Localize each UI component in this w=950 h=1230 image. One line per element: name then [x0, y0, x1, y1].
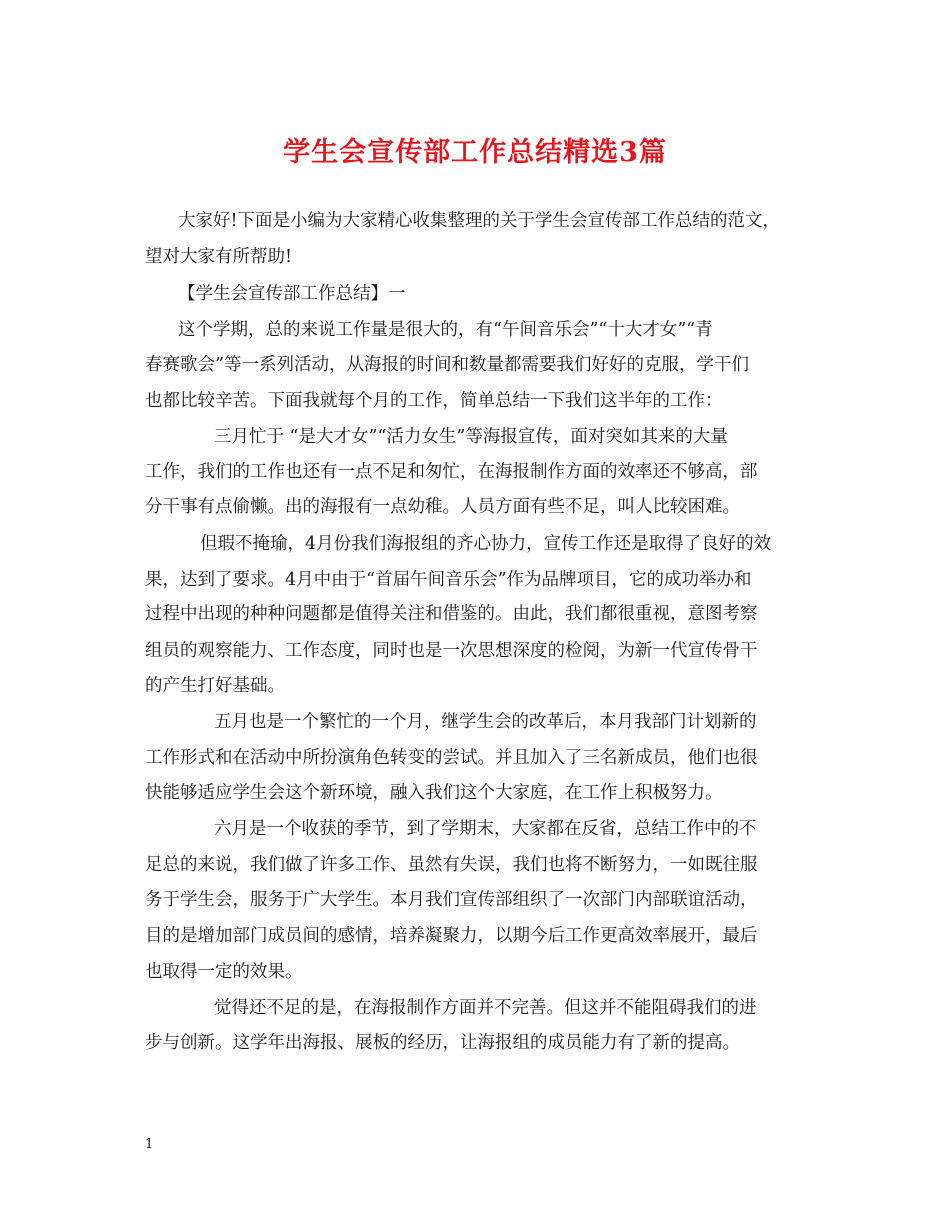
paragraph-line: 过程中出现的种种问题都是值得关注和借鉴的。由此，我们都很重视，意图考察 — [145, 604, 758, 624]
paragraph-line: 足总的来说，我们做了许多工作、虽然有失误，我们也将不断努力，一如既往服 — [145, 855, 758, 875]
section-heading: 【学生会宣传部工作总结】一 — [178, 284, 406, 304]
paragraph-line: 果，达到了要求。4月中由于“首届午间音乐会”作为品牌项目，它的成功举办和 — [145, 570, 752, 590]
paragraph-line: 的产生打好基础。 — [145, 676, 285, 696]
paragraph-line: 工作形式和在活动中所扮演角色转变的尝试。并且加入了三名新成员，他们也很 — [145, 748, 758, 768]
paragraph-line: 三月忙于 “是大才女”“活力女生”等海报宣传，面对突如其来的大量 — [214, 427, 728, 447]
paragraph-line: 也都比较辛苦。下面我就每个月的工作，简单总结一下我们这半年的工作： — [145, 391, 723, 411]
paragraph-line: 快能够适应学生会这个新环境，融入我们这个大家庭，在工作上积极努力。 — [145, 783, 723, 803]
paragraph-line: 但瑕不掩瑜，4月份我们海报组的齐心协力，宣传工作还是取得了良好的效 — [200, 534, 772, 554]
paragraph-line: 步与创新。这学年出海报、展板的经历，让海报组的成员能力有了新的提高。 — [145, 1033, 740, 1053]
paragraph-line: 也取得一定的效果。 — [145, 962, 303, 982]
paragraph-line: 工作，我们的工作也还有一点不足和匆忙，在海报制作方面的效率还不够高，部 — [145, 462, 758, 482]
intro-line-2: 望对大家有所帮助! — [145, 247, 293, 267]
paragraph-line: 这个学期，总的来说工作量是很大的，有“午间音乐会”“十大才女”“青 — [178, 320, 713, 340]
paragraph-line: 组员的观察能力、工作态度，同时也是一次思想深度的检阅，为新一代宣传骨干 — [145, 641, 758, 661]
paragraph-line: 务于学生会，服务于广大学生。本月我们宣传部组织了一次部门内部联谊活动， — [145, 890, 758, 910]
paragraph-line: 春赛歌会”等一系列活动，从海报的时间和数量都需要我们好好的克服，学干们 — [145, 355, 749, 375]
paragraph-line: 觉得还不足的是，在海报制作方面并不完善。但这并不能阻碍我们的进 — [214, 998, 757, 1018]
intro-line-1: 大家好!下面是小编为大家精心收集整理的关于学生会宣传部工作总结的范文， — [178, 211, 781, 231]
document-title: 学生会宣传部工作总结精选3篇 — [283, 137, 667, 168]
paragraph-line: 目的是增加部门成员间的感情，培养凝聚力，以期今后工作更高效率展开，最后 — [145, 926, 758, 946]
paragraph-line: 五月也是一个繁忙的一个月，继学生会的改革后，本月我部门计划新的 — [214, 712, 757, 732]
page-number: 1 — [145, 1137, 154, 1152]
paragraph-line: 六月是一个收获的季节，到了学期末，大家都在反省，总结工作中的不 — [214, 819, 757, 839]
paragraph-line: 分干事有点偷懒。出的海报有一点幼稚。人员方面有些不足，叫人比较困难。 — [145, 497, 740, 517]
